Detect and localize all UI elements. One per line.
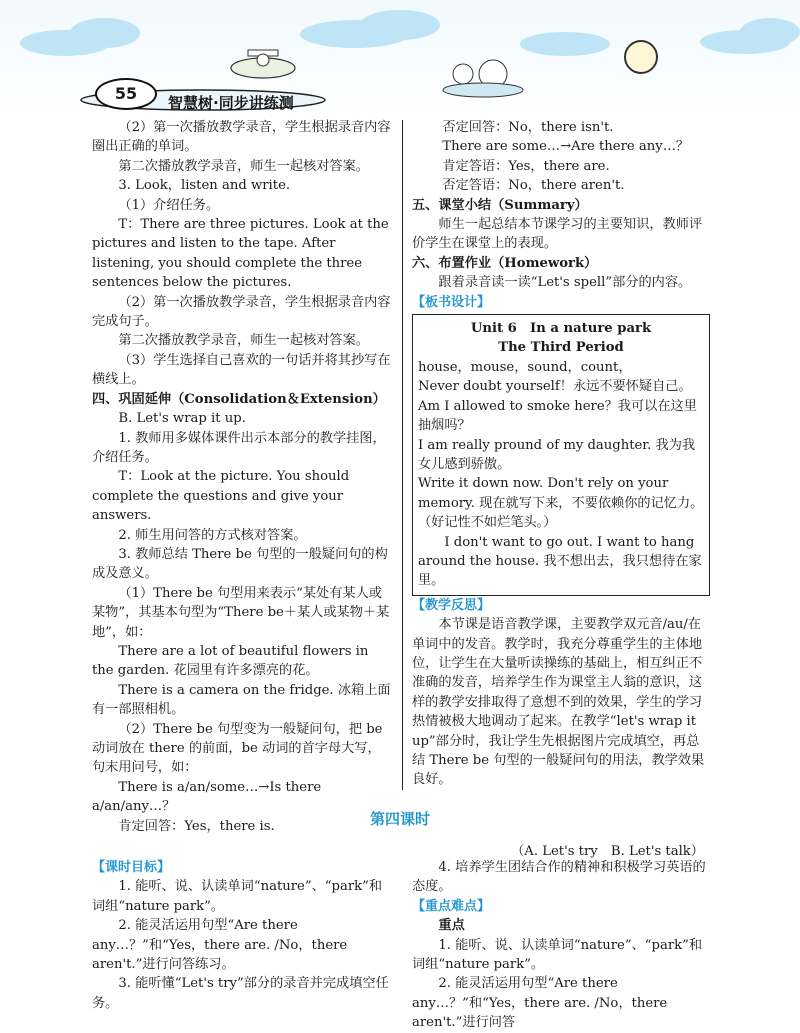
- paragraph: 跟着录音读一读“Let's spell”部分的内容。: [438, 275, 692, 291]
- example-sentence: There are some…→Are there any…？: [442, 139, 690, 155]
- kids-illustration: [438, 52, 528, 98]
- series-title: 智慧树·同步讲练测: [168, 94, 294, 112]
- lesson-title: 第四课时: [369, 810, 430, 828]
- column-divider: [402, 120, 403, 790]
- paragraph: （1）There be 句型用来表示“某处有某人或某物”，其基本句型为“There be＋某人或某物＋某地”，如：: [92, 585, 390, 640]
- section-heading: 六、布置作业（Homework）: [412, 255, 598, 271]
- board-line: Never doubt yourself！永远不要怀疑自己。: [418, 379, 692, 395]
- paragraph: （2）第一次播放教学录音，学生根据录音内容完成句子。: [92, 294, 391, 330]
- example-sentence: 肯定答语：Yes，there are.: [442, 158, 610, 174]
- board-design-box: [412, 314, 710, 596]
- example-sentence: There is a camera on the fridge. 冰箱上面有一部照相机。: [92, 682, 391, 718]
- paragraph: 第二次播放教学录音，师生一起核对答案。: [118, 158, 369, 174]
- paragraph: 师生一起总结本节课学习的主要知识，教师评价学生在课堂上的表现。: [412, 217, 703, 252]
- paragraph: 第二次播放教学录音，师生一起核对答案。: [118, 333, 369, 349]
- objective-item: 2. 能灵活运用句型“Are there any…？”和“Yes，there are. /No，there aren't.”进行问答练习。: [92, 918, 348, 973]
- paragraph: 3. 教师总结 There be 句型的一般疑问句的构成及意义。: [92, 546, 388, 582]
- paragraph: T：Look at the picture. You should complete the questions and give your answers.: [92, 469, 350, 524]
- board-line: house，mouse，sound，count，: [418, 359, 632, 375]
- key-points-heading: 重点: [438, 918, 465, 934]
- paragraph: B. Let's wrap it up.: [118, 411, 246, 427]
- page-number: 55: [95, 78, 157, 110]
- board-design-tag: 【板书设计】: [412, 294, 491, 310]
- right-column: [412, 118, 710, 790]
- board-line: Write it down now. Don't rely on your memory. 现在就写下来，不要依赖你的记忆力。（好记性不如烂笔头。）: [418, 476, 704, 531]
- reflection-text: 本节课是语音教学课，主要教学双元音/au/在单词中的发音。教学时，我充分尊重学生的主体地位，让学生在大量听读操练的基础上，相互纠正不准确的发音，培养学生作为课堂主人翁的意识，这样的教学安排取得了意想不到的效果，学生的学习热情被极大地调动了起来。在教学“let's wrap it up”部分时，我让学生先根据图片完成填空，再总结 There be 句型的一般疑问句的用法，教学效果良好。: [412, 617, 705, 788]
- cloud-decoration: [740, 18, 800, 46]
- cloud-decoration: [70, 18, 140, 48]
- plane-illustration: [218, 40, 308, 90]
- key-point-item: 1. 能听、说、认读单词“nature”、“park”和词组“nature park”。: [412, 937, 703, 973]
- cloud-decoration: [520, 32, 610, 56]
- sun-icon: [624, 40, 658, 74]
- example-sentence: There are a lot of beautiful flowers in the garden. 花园里有许多漂亮的花。: [92, 643, 369, 679]
- left-column: [92, 118, 392, 836]
- example-sentence: 否定回答：No，there isn't.: [442, 120, 614, 135]
- example-sentence: 否定答语：No，there aren't.: [442, 178, 625, 194]
- paragraph: （2）There be 句型变为一般疑问句，把 be 动词放在 there 的前面，be 动词的首字母大写，句末用问号，如：: [92, 721, 383, 776]
- bottom-left-column: [92, 858, 392, 1013]
- paragraph: 3. Look，listen and write.: [118, 178, 291, 194]
- section-heading: 五、课堂小结（Summary）: [412, 197, 588, 213]
- board-line: I am really pround of my daughter. 我为我女儿感到骄傲。: [418, 437, 696, 472]
- board-title: Unit 6 In a nature park: [470, 321, 652, 337]
- paragraph: 1. 教师用多媒体课件出示本部分的教学挂图，介绍任务。: [92, 430, 386, 465]
- objective-item: 4. 培养学生团结合作的精神和积极学习英语的态度。: [412, 860, 706, 895]
- bottom-right-column: [412, 858, 710, 1033]
- page-header: [0, 0, 800, 118]
- board-line: Am I allowed to smoke here？我可以在这里抽烟吗？: [418, 398, 697, 434]
- paragraph: （1）介绍任务。: [118, 197, 220, 213]
- board-subtitle: The Third Period: [498, 340, 624, 356]
- cloud-decoration: [360, 10, 440, 40]
- objective-item: 1. 能听、说、认读单词“nature”、“park”和词组“nature park”。: [92, 879, 383, 914]
- paragraph: 2. 师生用问答的方式核对答案。: [118, 527, 307, 543]
- paragraph: （3）学生选择自己喜欢的一句话并将其抄写在横线上。: [92, 352, 391, 388]
- objectives-tag: 【课时目标】: [92, 860, 171, 875]
- example-sentence: There is a/an/some…→Is there a/an/any…？: [92, 779, 322, 815]
- section-heading: 四、巩固延伸（Consolidation＆Extension）: [92, 391, 386, 407]
- paragraph: （2）第一次播放教学录音，学生根据录音内容圈出正确的单词。: [92, 120, 391, 155]
- objective-item: 3. 能听懂“Let's try”部分的录音并完成填空任务。: [92, 976, 389, 1011]
- example-sentence: 肯定回答：Yes，there is.: [118, 818, 275, 834]
- lesson-subtitle: （A. Let's try B. Let's talk）: [511, 844, 704, 859]
- paragraph: T：There are three pictures. Look at the pictures and listen to the tape. After listening, you should complete the three sentences below the pictures.: [92, 217, 389, 291]
- key-points-tag: 【重点难点】: [412, 898, 491, 914]
- board-line: I don't want to go out. I want to hang around the house. 我不想出去，我只想待在家里。: [418, 534, 702, 589]
- reflection-tag: 【教学反思】: [412, 597, 491, 613]
- key-point-item: 2. 能灵活运用句型“Are there any…？”和“Yes，there are. /No，there aren't.”进行问答: [412, 976, 668, 1031]
